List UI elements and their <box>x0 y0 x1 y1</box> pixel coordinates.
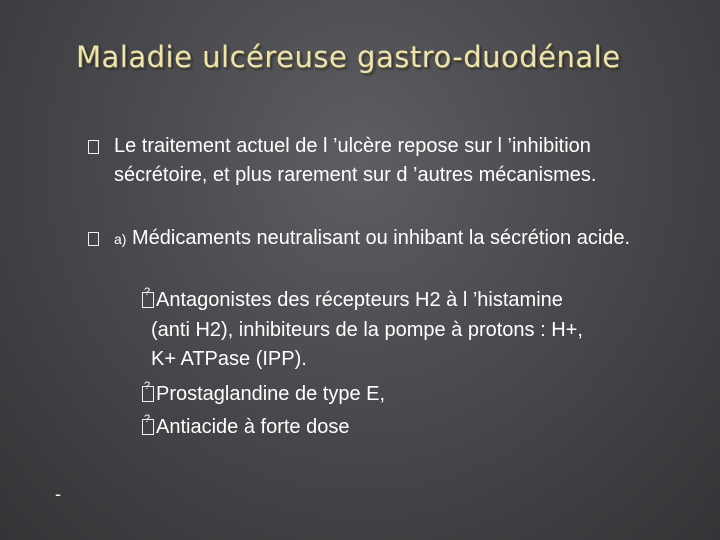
sub-item-3-text: Antiacide à forte dose <box>156 416 350 438</box>
missing-glyph-box-icon <box>88 232 99 246</box>
slide-title: Maladie ulcéreuse gastro-duodénale <box>76 40 621 74</box>
sub-item-1-cont-a <box>151 316 583 345</box>
missing-glyph-box-icon <box>142 292 154 308</box>
bullet-text-2-body: Médicaments neutralisant ou inhibant la sécrétion acide. <box>126 227 631 249</box>
bullet-text-1: Le traitement actuel de l ’ulcère repose sur l ’inhibition sécrétoire, et plus rarement sur d ’autres mécanismes. <box>114 135 597 186</box>
sub-item-3 <box>142 413 349 442</box>
sub-item-1 <box>142 286 563 315</box>
sub-item-1-text: Antagonistes des récepteurs H2 à l ’histamine <box>156 289 563 311</box>
missing-glyph-box-icon <box>88 140 99 154</box>
missing-glyph-box-icon <box>142 386 154 402</box>
footer-dash: - <box>55 484 61 504</box>
sub-item-1-cont-b <box>151 345 307 374</box>
missing-glyph-box-icon <box>142 419 154 435</box>
sub-item-1-cont-a-text: (anti H2), inhibiteurs de la pompe à protons : H+, <box>151 319 583 341</box>
bullet-marker-a: a) <box>114 231 127 247</box>
sub-item-2 <box>142 380 385 409</box>
bullet-text-2 <box>114 224 684 254</box>
sub-item-1-cont-b-text: K+ ATPase (IPP). <box>151 348 307 370</box>
sub-item-2-text: Prostaglandine de type E, <box>156 383 386 405</box>
